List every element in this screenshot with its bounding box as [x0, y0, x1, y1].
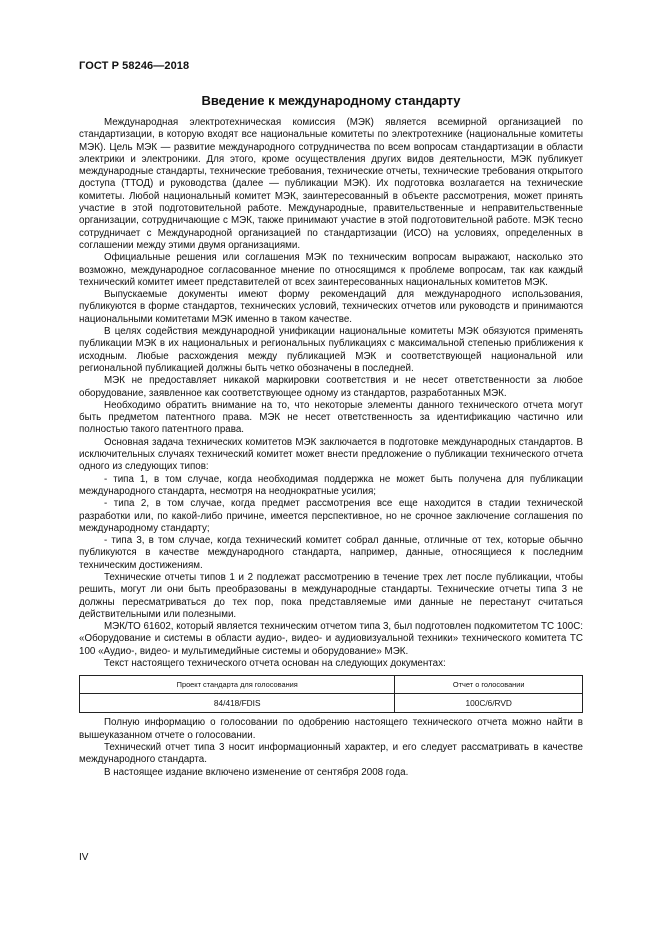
paragraph: Необходимо обратить внимание на то, что некоторые элементы данного технического отчета могут быть предметом патентного права. МЭК не несет ответственность за идентификацию частично или полностью такого патентного права. [79, 399, 583, 436]
paragraph: Текст настоящего технического отчета основан на следующих документах: [104, 658, 446, 670]
paragraph: МЭК/ТО 61602, который является техническим отчетом типа 3, был подготовлен подкомитетом ТС 100С: «Оборудование и системы в области аудио-, видео- и аудиовизуальной техники» технического комитета ТС 100 «Аудио-, видео- и мультимедийные системы и оборудование» МЭК. [79, 621, 583, 657]
list-item: - типа 3, в том случае, когда технический комитет собрал данные, отличные от тех, которые обычно публикуются в качестве международного стандарта, например, данные, относящиеся к последним техническим достижениям. [79, 535, 583, 571]
paragraph: Выпускаемые документы имеют форму рекомендаций для международного использования, публикуются в форме стандартов, технических условий, технических отчетов или руководств и принимаются национальными комитетами МЭК именно в таком качестве. [79, 289, 583, 325]
paragraph: Полную информацию о голосовании по одобрению настоящего технического отчета можно найти в вышеуказанном отчете о голосовании. [79, 717, 583, 741]
paragraph: Официальные решения или соглашения МЭК по техническим вопросам выражают, насколько это возможно, международное согласованное мнение по относящимся к проблеме вопросам, так как каждый технический комитет имеет представителей от всех заинтересованных национальных комитетов МЭК. [79, 252, 583, 288]
page-number: IV [79, 852, 89, 863]
document-body [79, 117, 583, 779]
paragraph: Технические отчеты типов 1 и 2 подлежат рассмотрению в течение трех лет после публикации, чтобы решить, могут ли они быть преобразованы в международные стандарты. Технические отчеты типа 3 не должны пересматриваться до тех пор, пока представляемые ими данные не перестанут считаться действительными или полезными. [79, 571, 583, 620]
table-header-cell: Отчет о голосовании [395, 676, 583, 694]
list-item: - типа 2, в том случае, когда предмет рассмотрения все еще находится в стадии технической разработки или, по какой-либо причине, имеется перспективное, но не срочное заключение соглашения по международному стандарту; [79, 498, 583, 534]
votes-table [79, 675, 583, 713]
table-header-row [80, 676, 583, 694]
table-cell: 84/418/FDIS [80, 694, 395, 713]
table-row [80, 694, 583, 713]
table-header-cell: Проект стандарта для голосования [80, 676, 395, 694]
list-item: - типа 1, в том случае, когда необходимая поддержка не может быть получена для публикации международного стандарта, несмотря на неоднократные усилия; [79, 473, 583, 497]
paragraph: Технический отчет типа 3 носит информационный характер, и его следует рассматривать в качестве международного стандарта. [79, 741, 583, 766]
paragraph: В целях содействия международной унификации национальные комитеты МЭК обязуются применять публикации МЭК в их национальных и региональных публикациях с максимальной степенью приближения к исходным. Любые расхождения между публикацией МЭК и соответствующей национальной или региональной публикацией должны быть четко обозначены в последней. [79, 326, 583, 374]
paragraph: В настоящее издание включено изменение от сентября 2008 года. [104, 766, 409, 778]
document-code: ГОСТ Р 58246—2018 [79, 60, 190, 72]
table-cell: 100С/6/RVD [395, 694, 583, 713]
paragraph: Основная задача технических комитетов МЭК заключается в подготовке международных стандартов. В исключительных случаях технический комитет может внести предложение о публикации технического отчета одного из следующих типов: [79, 436, 583, 473]
paragraph: Международная электротехническая комиссия (МЭК) является всемирной организацией по стандартизации, в которую входят все национальные комитеты по электротехнике (национальные комитеты МЭК). Цель МЭК — развитие международного сотрудничества по всем вопросам стандартизации в области электрики и электроники. Для этого, кроме осуществления других видов деятельности, МЭК публикует международные стандарты, технические требования, технические отчеты, технические требования открытого доступа (ТТОД) и руководства (далее — публикации МЭК). Их подготовка возлагается на технические комитеты. Любой национальный комитет МЭК, заинтересованный в объекте рассмотрения, может принять участие в этой подготовительной работе. Международные, правительственные и неправительственные организации, сотрудничающие с МЭК, также принимают участие в этой подготовительной работе. МЭК тесно сотрудничает с Международной организацией по стандартизации (ИСО) на условиях, определенных в соглашении между этими двумя организациями. [79, 117, 583, 251]
section-title: Введение к международному стандарту [201, 93, 461, 108]
paragraph: МЭК не предоставляет никакой маркировки соответствия и не несет ответственности за любое оборудование, заявленное как соответствующее одному из стандартов, разработанных МЭК. [79, 375, 583, 399]
